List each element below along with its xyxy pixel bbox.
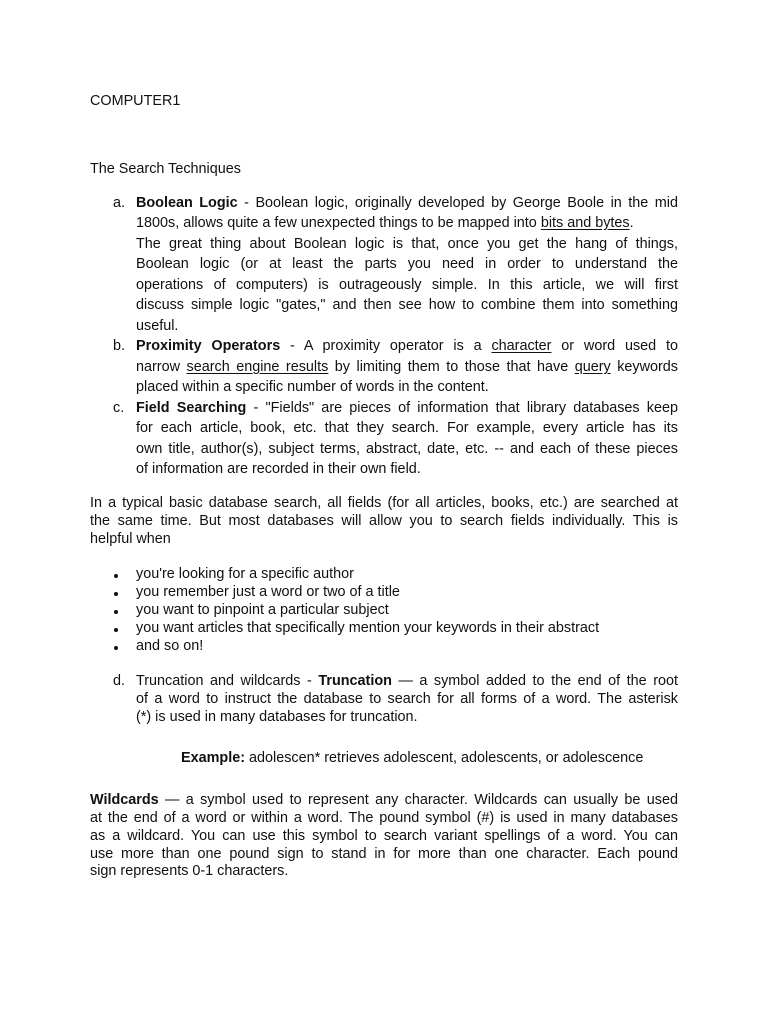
example-line xyxy=(181,748,643,768)
character-link[interactable]: character xyxy=(491,338,552,354)
search-engine-results-link[interactable]: search engine results xyxy=(186,359,329,375)
bullet-dot-icon xyxy=(114,592,118,596)
item-d-line-1: Truncation and wildcards - Truncation — a symbol added to the end of the root xyxy=(136,673,679,689)
item-c-line-3: own title, author(s), subject terms, abstract, date, etc. -- and each of these pieces xyxy=(136,441,678,457)
wildcards-line-5: sign represents 0-1 characters. xyxy=(90,863,289,879)
item-term: Truncation xyxy=(318,673,392,689)
document-title: COMPUTER1 xyxy=(90,93,181,109)
bits-and-bytes-link[interactable]: bits and bytes xyxy=(540,215,630,231)
item-b-line-3: placed within a specific number of words in the content. xyxy=(136,379,489,395)
list-marker: b. xyxy=(113,338,126,354)
item-term: Boolean Logic xyxy=(136,195,238,211)
wildcards-line-4: use more than one pound sign to stand in for more than one character. Each pound xyxy=(90,846,678,862)
bullet-dot-icon xyxy=(114,574,118,578)
item-d-line-3: (*) is used in many databases for truncation. xyxy=(136,709,418,725)
item-a-line-5: operations of computers) is outrageously simple. In this article, we will first xyxy=(136,277,678,293)
section-title: The Search Techniques xyxy=(90,161,241,177)
item-a-line-6: discuss simple logic "gates," and then see how to combine them into something xyxy=(136,297,678,313)
query-link[interactable]: query xyxy=(574,359,611,375)
wildcards-line-2: at the end of a word or within a word. The pound symbol (#) is used in many databases xyxy=(90,810,678,826)
wildcards-line-1: Wildcards — a symbol used to represent any character. Wildcards can usually be used xyxy=(90,792,678,808)
document-page: COMPUTER1 The Search Techniques a. Boolean Logic - Boolean logic, originally developed by George Boole in the mid 1800s, allows quite a few unexpected things to be mapped into bits and bytes. The great thing about Boolean logic is that, once you get the hang of things, Boolean logic (or at least the parts you need in order to understand the operations of computers) is outrageously simple. In this article, we will first discuss simple logic "gates," and then see how to combine them into something useful. b. Proximity Operators - A proximity operator is a character or word used to narrow search engine results by limiting them to those that have query keywords placed within a specific number of words in the content. c. Field Searching - "Fields" are pieces of information that library databases keep for each article, book, etc. that they search. For example, every article has its own title, author(s), subject terms, abstract, date, etc. -- and each of these pieces of information are recorded in their own field. In a typical basic database search, all fields (for all articles, books, etc.) are searched at the same time. But most databases will allow you to search fields individually. This is helpful when you're looking for a specific author you remember just a word or two of a title you want to pinpoint a particular subject you want articles that specifically mention your keywords in their abstract and so on! d. Truncation and wildcards - Truncation — a symbol added to the end of the root of a word to instruct the database to search for all forms of a word. The asterisk (*) is used in many databases for truncation. Example: adolescen* retrieves adolescent, adolescents, or adolescence Wildcards — a symbol used to represent any character. Wildcards can usually be used at the end of a word or within a word. The pound symbol (#) is used in many databases as a wildcard. You can use this symbol to search variant spellings of a word. You can use more than one pound sign to stand in for more than one character. Each pound sign represents 0-1 characters. xyxy=(90,93,679,879)
item-a-line-1: Boolean Logic - Boolean logic, originally developed by George Boole in the mid xyxy=(136,195,678,211)
item-c-line-2: for each article, book, etc. that they search. For example, every article has its xyxy=(136,420,678,436)
wildcards-line-3: as a wildcard. You can use this symbol to search variant spellings of a word. You can xyxy=(90,828,678,844)
bullet-dot-icon xyxy=(114,646,118,650)
item-c-line-4: of information are recorded in their own field. xyxy=(136,461,421,477)
item-d-line-2: of a word to instruct the database to search for all forms of a word. The asterisk xyxy=(136,691,678,707)
wildcards-term: Wildcards xyxy=(90,792,159,808)
example-text: adolescen* retrieves adolescent, adolescents, or adolescence xyxy=(245,750,644,766)
item-term: Proximity Operators xyxy=(136,338,281,354)
list-marker: c. xyxy=(113,400,125,416)
item-a-line-4: Boolean logic (or at least the parts you need in order to understand the xyxy=(136,256,678,272)
item-b-line-1: Proximity Operators - A proximity operator is a character or word used to xyxy=(136,338,679,354)
item-a-line-7: useful. xyxy=(136,318,179,334)
item-c-line-1: Field Searching - "Fields" are pieces of information that library databases keep xyxy=(136,400,678,416)
example-label: Example: xyxy=(181,750,245,766)
list-marker: a. xyxy=(113,195,126,211)
item-a-line-3: The great thing about Boolean logic is that, once you get the hang of things, xyxy=(136,236,678,252)
item-a-line-2: 1800s, allows quite a few unexpected things to be mapped into bits and bytes. xyxy=(136,215,634,231)
item-b-line-2: narrow search engine results by limiting them to those that have query keywords xyxy=(136,359,678,375)
paragraph-line-3: helpful when xyxy=(90,531,171,547)
list-marker: d. xyxy=(113,673,126,689)
item-term: Field Searching xyxy=(136,400,247,416)
paragraph-line-1: In a typical basic database search, all fields (for all articles, books, etc.) are searched at xyxy=(90,495,678,511)
bullet-dot-icon xyxy=(114,610,118,614)
bullet-dot-icon xyxy=(114,628,118,632)
paragraph-line-2: the same time. But most databases will allow you to search fields individually. This is xyxy=(90,513,678,529)
